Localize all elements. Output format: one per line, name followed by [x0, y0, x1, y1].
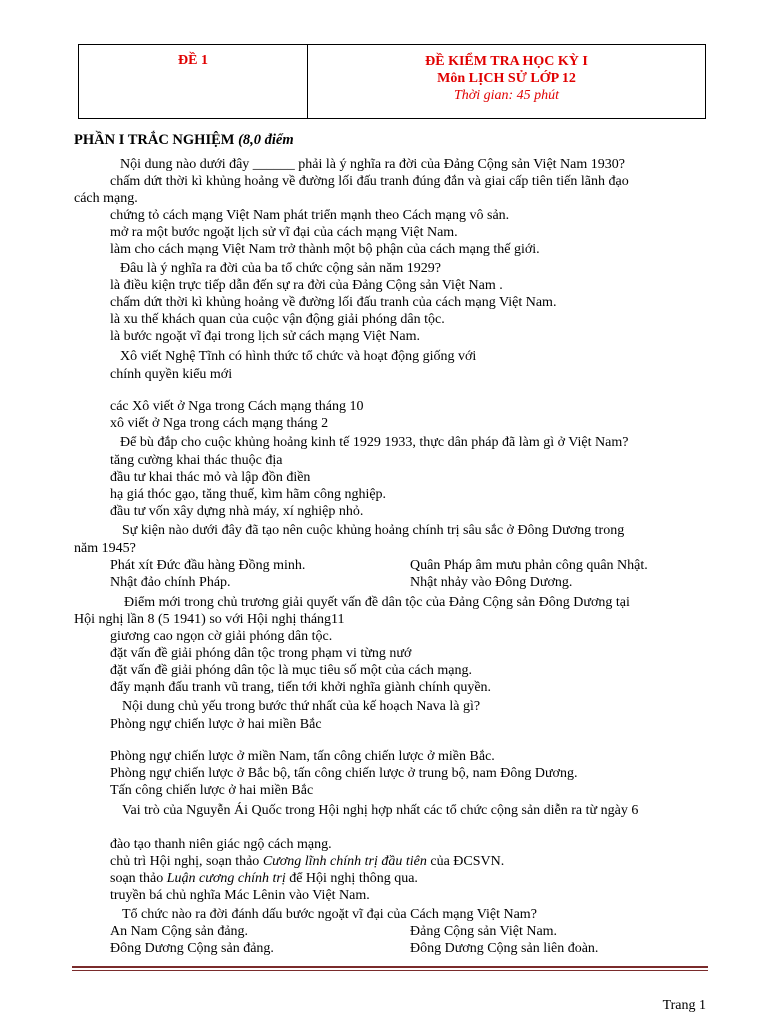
question-4: Để bù đắp cho cuộc khủng hoảng kinh tế 1929 1933, thực dân pháp đã làm gì ở Việt Nam? — [120, 435, 629, 450]
exam-subject: Môn LỊCH SỬ LỚP 12 — [437, 71, 576, 86]
answer-9d: Đông Dương Cộng sản liên đoàn. — [410, 941, 599, 956]
answer-8c-italic: Luận cương chính trị — [166, 871, 286, 886]
answer-1b: chứng tỏ cách mạng Việt Nam phát triển mạnh theo Cách mạng vô sản. — [110, 208, 510, 223]
question-2: Đâu là ý nghĩa ra đời của ba tổ chức cộng sản năm 1929? — [120, 261, 441, 276]
exam-title: ĐỀ KIỂM TRA HỌC KỲ I — [425, 54, 588, 69]
answer-8b-end: của ĐCSVN. — [430, 854, 505, 869]
answer-5b: Quân Pháp âm mưu phản công quân Nhật. — [410, 558, 648, 573]
answer-5c: Nhật đảo chính Pháp. — [110, 575, 231, 590]
answer-8b-italic: Cương lĩnh chính trị đầu tiên — [262, 854, 427, 869]
answer-1a-cont: cách mạng. — [74, 191, 138, 206]
answer-6c: đặt vấn đề giải phóng dân tộc là mục tiêu số một của cách mạng. — [110, 663, 472, 678]
answer-9a: An Nam Cộng sản đảng. — [110, 924, 249, 939]
exam-code: ĐỀ 1 — [178, 53, 208, 68]
answer-6b: đặt vấn đề giải phóng dân tộc trong phạm vi từng nướ — [110, 646, 412, 661]
exam-time: Thời gian: 45 phút — [453, 88, 560, 103]
answer-1c: mở ra một bước ngoặt lịch sử vĩ đại của cách mạng Việt Nam. — [110, 225, 458, 240]
section-points: (8,0 điểm — [238, 132, 294, 148]
answer-7c: Phòng ngự chiến lược ở Bắc bộ, tấn công chiến lược ở trung bộ, nam Đông Dương. — [110, 766, 578, 781]
footer-rule-thin — [72, 970, 708, 971]
answer-4d: đầu tư vốn xây dựng nhà máy, xí nghiệp nhỏ. — [110, 504, 364, 519]
answer-3b: các Xô viết ở Nga trong Cách mạng tháng 10 — [110, 399, 364, 414]
answer-2d: là bước ngoặt vĩ đại trong lịch sử cách mạng Việt Nam. — [110, 329, 420, 344]
answer-1a: chấm dứt thời kì khủng hoảng về đường lối đấu tranh đúng đắn và giai cấp tiên tiến lãnh đạo — [110, 174, 629, 189]
footer-rule-thick — [72, 966, 708, 968]
question-6-cont: Hội nghị lần 8 (5 1941) so với Hội nghị tháng11 — [74, 612, 345, 627]
question-6: Điểm mới trong chủ trương giải quyết vấn đề dân tộc của Đảng Cộng sản Đông Dương tại — [124, 595, 630, 610]
header-right-cell — [308, 45, 705, 118]
question-3: Xô viết Nghệ Tĩnh có hình thức tổ chức và hoạt động giống với — [120, 349, 477, 364]
answer-8c-end: để Hội nghị thông qua. — [289, 871, 418, 886]
answer-8c — [110, 870, 418, 887]
answer-8c-text: soạn thảo — [110, 871, 164, 886]
answer-2b: chấm dứt thời kì khủng hoảng về đường lối đấu tranh của cách mạng Việt Nam. — [110, 295, 557, 310]
answer-4b: đầu tư khai thác mỏ và lập đồn điền — [110, 470, 311, 485]
header-table — [78, 44, 706, 119]
answer-8b — [110, 853, 504, 870]
answer-8d: truyền bá chủ nghĩa Mác Lênin vào Việt Nam. — [110, 888, 370, 903]
answer-2a: là điều kiện trực tiếp dẫn đến sự ra đời của Đảng Cộng sản Việt Nam . — [110, 278, 503, 293]
answer-5d: Nhật nhảy vào Đông Dương. — [410, 575, 573, 590]
answer-8b-text: chủ trì Hội nghị, soạn thảo — [110, 854, 260, 869]
question-5: Sự kiện nào dưới đây đã tạo nên cuộc khủng hoảng chính trị sâu sắc ở Đông Dương trong — [122, 523, 625, 538]
question-5-cont: năm 1945? — [74, 541, 136, 556]
answer-4a: tăng cường khai thác thuộc địa — [110, 453, 283, 468]
answer-2c: là xu thế khách quan của cuộc vận động giải phóng dân tộc. — [110, 312, 445, 327]
answer-7d: Tấn công chiến lược ở hai miền Bắc — [110, 783, 314, 798]
answer-1d: làm cho cách mạng Việt Nam trở thành một bộ phận của cách mạng thế giới. — [110, 242, 540, 257]
answer-7b: Phòng ngự chiến lược ở miền Nam, tấn công chiến lược ở miền Bắc. — [110, 749, 495, 764]
answer-5a: Phát xít Đức đầu hàng Đồng minh. — [110, 558, 306, 573]
answer-6a: giương cao ngọn cờ giải phóng dân tộc. — [110, 629, 333, 644]
answer-6d: đẩy mạnh đấu tranh vũ trang, tiến tới khởi nghĩa giành chính quyền. — [110, 680, 492, 695]
section-title — [74, 132, 294, 149]
answer-7a: Phòng ngự chiến lược ở hai miền Bắc — [110, 717, 322, 732]
section-title-text: PHẦN I TRẮC NGHIỆM — [74, 132, 235, 148]
question-9: Tổ chức nào ra đời đánh dấu bước ngoặt vĩ đại của Cách mạng Việt Nam? — [122, 907, 537, 922]
answer-3c: xô viết ở Nga trong cách mạng tháng 2 — [110, 416, 329, 431]
answer-4c: hạ giá thóc gạo, tăng thuế, kìm hãm công nghiệp. — [110, 487, 387, 502]
answer-9b: Đảng Cộng sản Việt Nam. — [410, 924, 558, 939]
header-left-cell — [79, 45, 308, 118]
page-number: Trang 1 — [662, 998, 706, 1013]
answer-8a: đào tạo thanh niên giác ngộ cách mạng. — [110, 837, 332, 852]
answer-9c: Đông Dương Cộng sản đảng. — [110, 941, 274, 956]
answer-3a: chính quyền kiểu mới — [110, 367, 233, 382]
question-8: Vai trò của Nguyễn Ái Quốc trong Hội nghị hợp nhất các tổ chức cộng sản diễn ra từ ngày 6 — [122, 803, 639, 818]
question-1: Nội dung nào dưới đây ______ phải là ý nghĩa ra đời của Đảng Cộng sản Việt Nam 1930? — [120, 157, 625, 172]
question-7: Nội dung chủ yếu trong bước thứ nhất của kế hoạch Nava là gì? — [122, 699, 481, 714]
